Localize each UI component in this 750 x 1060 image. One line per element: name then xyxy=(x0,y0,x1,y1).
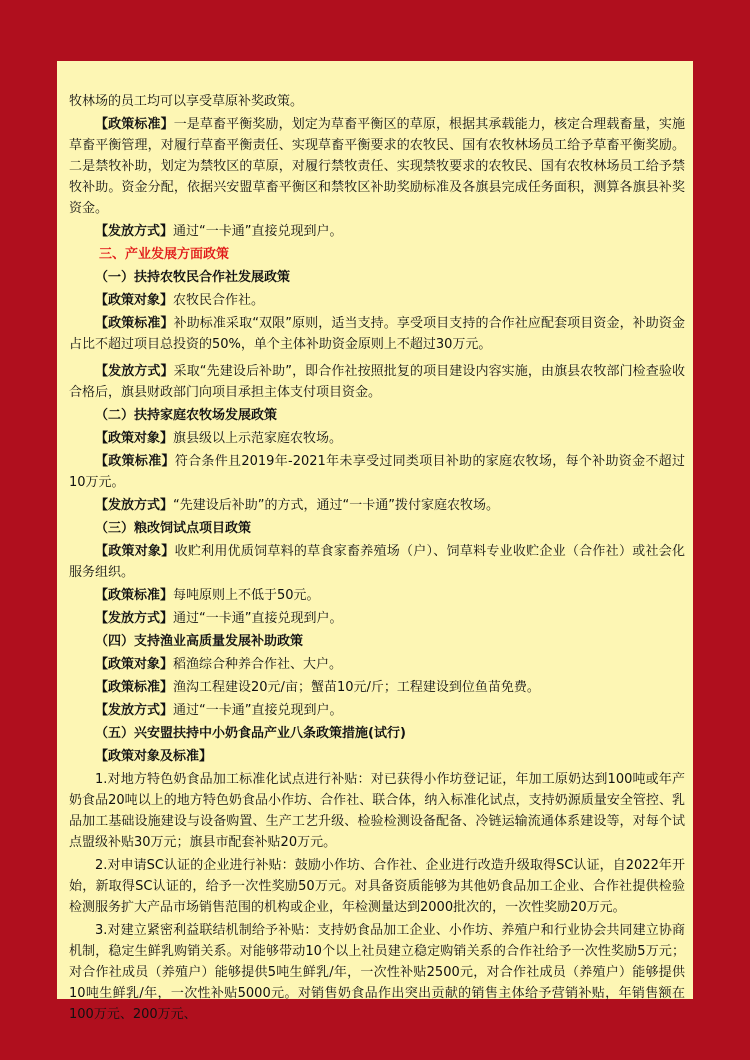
part-four-heading: （四）支持渔业高质量发展补助政策 xyxy=(95,634,304,649)
part-two-target xyxy=(69,428,685,449)
part-one-heading: （一）扶持农牧民合作社发展政策 xyxy=(95,270,291,285)
document-page xyxy=(57,61,693,1022)
part-one-standard xyxy=(69,313,685,355)
part-one-target xyxy=(69,290,685,311)
intro-line: 牧林场的员工均可以享受草原补奖政策。 xyxy=(69,94,304,109)
distribution-method-label: 【发放方式】 xyxy=(95,364,174,379)
part-three-method-text: 通过“一卡通”直接兑现到户。 xyxy=(173,611,343,626)
part-five-target-heading xyxy=(69,746,685,767)
policy-target-label: 【政策对象】 xyxy=(95,431,174,446)
part-five-item-3: 3.对建立紧密利益联结机制给予补贴：支持奶食品加工企业、小作坊、养殖户和行业协会共同建立协商机制，稳定生鲜乳购销关系。对能够带动10个以上社员建立稳定购销关系的合作社给予一次性奖励5万元；对合作社成员（养殖户）能够提供5吨生鲜乳/年，一次性补贴2500元，对合作社成员（养殖户）能够提供10吨生鲜乳/年，一次性补贴5000元。对销售奶食品作出突出贡献的销售主体给予营销补贴，年销售额在100万元、200万元、 xyxy=(69,923,685,1022)
part-four-target xyxy=(69,654,685,675)
part-two-method xyxy=(69,495,685,516)
distribution-method-label: 【发放方式】 xyxy=(95,224,174,239)
part-two-standard-text: 符合条件且2019年-2021年未享受过同类项目补助的家庭农牧场，每个补助资金不超过10万元。 xyxy=(69,454,685,490)
grassland-method-paragraph xyxy=(69,221,685,242)
part-five-item-2: 2.对申请SC认证的企业进行补贴：鼓励小作坊、合作社、企业进行改造升级取得SC认证，自2022年开始，新取得SC认证的，给予一次性奖励50万元。对具备资质能够为其他奶食品加工企业、合作社提供检验检测服务扩大产品市场销售范围的机构或企业，年检测量达到2000批次的，一次性奖励20万元。 xyxy=(69,858,685,915)
part-three-heading: （三）粮改饲试点项目政策 xyxy=(95,521,252,536)
part-four-standard-text: 渔沟工程建设20元/亩；蟹苗10元/斤；工程建设到位鱼苗免费。 xyxy=(173,680,540,695)
policy-standard-label: 【政策标准】 xyxy=(95,454,175,469)
part-four-method xyxy=(69,700,685,721)
grassland-method-text: 通过“一卡通”直接兑现到户。 xyxy=(173,224,343,239)
distribution-method-label: 【发放方式】 xyxy=(95,498,174,513)
grassland-standard-text: 一是草畜平衡奖励，划定为草畜平衡区的草原，根据其承载能力，核定合理载畜量，实施草畜平衡管理，对履行草畜平衡责任、实现草畜平衡要求的农牧民、国有农牧林场员工给予草畜平衡奖励。二是禁牧补助，划定为禁牧区的草原，对履行禁牧责任、实现禁牧要求的农牧民、国有农牧林场员工给予禁牧补助。资金分配，依据兴安盟草畜平衡区和禁牧区补助奖励标准及各旗县完成任务面积，测算各旗县补奖资金。 xyxy=(69,117,685,216)
grassland-standard-paragraph xyxy=(69,114,685,219)
part-three-standard-text: 每吨原则上不低于50元。 xyxy=(173,588,320,603)
part-three-method xyxy=(69,608,685,629)
policy-standard-label: 【政策标准】 xyxy=(95,680,174,695)
policy-target-standard-label: 【政策对象及标准】 xyxy=(95,749,213,764)
policy-standard-label: 【政策标准】 xyxy=(95,588,174,603)
part-one-method-text: 采取“先建设后补助”，即合作社按照批复的项目建设内容实施，由旗县农牧部门检查验收合格后，旗县财政部门向项目承担主体支付项目资金。 xyxy=(69,364,685,400)
part-four-standard xyxy=(69,677,685,698)
policy-target-label: 【政策对象】 xyxy=(95,293,174,308)
part-three-target xyxy=(69,541,685,583)
part-five-heading: （五）兴安盟扶持中小奶食品产业八条政策措施(试行) xyxy=(95,726,406,741)
policy-target-label: 【政策对象】 xyxy=(95,657,174,672)
distribution-method-label: 【发放方式】 xyxy=(95,611,174,626)
part-three-target-text: 收贮利用优质饲草料的草食家畜养殖场（户）、饲草料专业收贮企业（合作社）或社会化服务组织。 xyxy=(69,544,685,580)
policy-standard-label: 【政策标准】 xyxy=(95,117,174,132)
part-two-target-text: 旗县级以上示范家庭农牧场。 xyxy=(173,431,343,446)
part-one-standard-text: 补助标准采取“双限”原则，适当支持。享受项目支持的合作社应配套项目资金，补助资金占比不超过项目总投资的50%，单个主体补助资金原则上不超过30万元。 xyxy=(69,316,685,352)
part-four-method-text: 通过“一卡通”直接兑现到户。 xyxy=(173,703,343,718)
part-one-target-text: 农牧民合作社。 xyxy=(173,293,265,308)
distribution-method-label: 【发放方式】 xyxy=(95,703,174,718)
policy-standard-label: 【政策标准】 xyxy=(95,316,174,331)
policy-target-label: 【政策对象】 xyxy=(95,544,175,559)
section-three-heading: 三、产业发展方面政策 xyxy=(99,247,230,262)
part-three-standard xyxy=(69,585,685,606)
part-four-target-text: 稻渔综合种养合作社、大户。 xyxy=(173,657,343,672)
part-five-item-1: 1.对地方特色奶食品加工标准化试点进行补贴：对已获得小作坊登记证，年加工原奶达到100吨或年产奶食品20吨以上的地方特色奶食品小作坊、合作社、联合体，纳入标准化试点，支持奶源质量安全管控、乳品加工基础设施建设与设备购置、生产工艺升级、检验检测设备配备、冷链运输流通体系建设等，对每个试点盟级补贴30万元；旗县市配套补贴20万元。 xyxy=(69,772,685,850)
part-two-heading: （二）扶持家庭农牧场发展政策 xyxy=(95,408,278,423)
part-two-method-text: “先建设后补助”的方式，通过“一卡通”拨付家庭农牧场。 xyxy=(173,498,499,513)
part-one-method xyxy=(69,361,685,403)
part-two-standard xyxy=(69,451,685,493)
